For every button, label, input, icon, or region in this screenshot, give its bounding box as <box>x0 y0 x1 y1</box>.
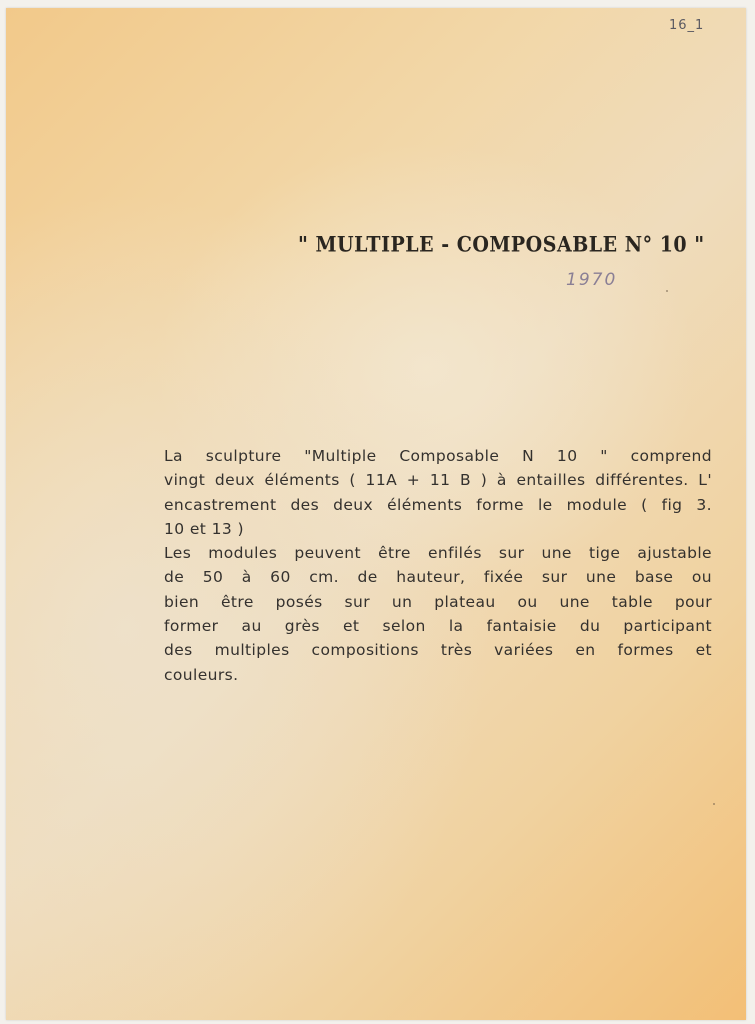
body-line: former au grès et selon la fantaisie du participant <box>164 617 712 636</box>
body-line: des multiples compositions très variées en formes et <box>164 641 712 660</box>
body-line: encastrement des deux éléments forme le module ( fig 3. <box>164 495 712 514</box>
body-line: La sculpture "Multiple Composable N 10 " comprend <box>164 447 712 465</box>
paper-speck <box>713 803 715 805</box>
handwritten-year: 1970 <box>566 270 618 290</box>
paper-speck <box>666 290 668 292</box>
body-line: bien être posés sur un plateau ou une table pour <box>164 592 712 611</box>
body-line: couleurs. <box>164 665 239 684</box>
body-line: 10 et 13 ) <box>164 519 244 538</box>
body-line: Les modules peuvent être enfilés sur une tige ajustable <box>164 544 712 563</box>
document-page <box>6 8 746 1020</box>
body-paragraph <box>164 444 712 687</box>
document-title: " MULTIPLE - COMPOSABLE N° 10 " <box>298 232 705 258</box>
page-number: 16_1 <box>669 18 705 33</box>
body-line: de 50 à 60 cm. de hauteur, fixée sur une base ou <box>164 568 712 587</box>
body-line: vingt deux éléments ( 11A + 11 B ) à entailles différentes. L' <box>164 471 712 490</box>
